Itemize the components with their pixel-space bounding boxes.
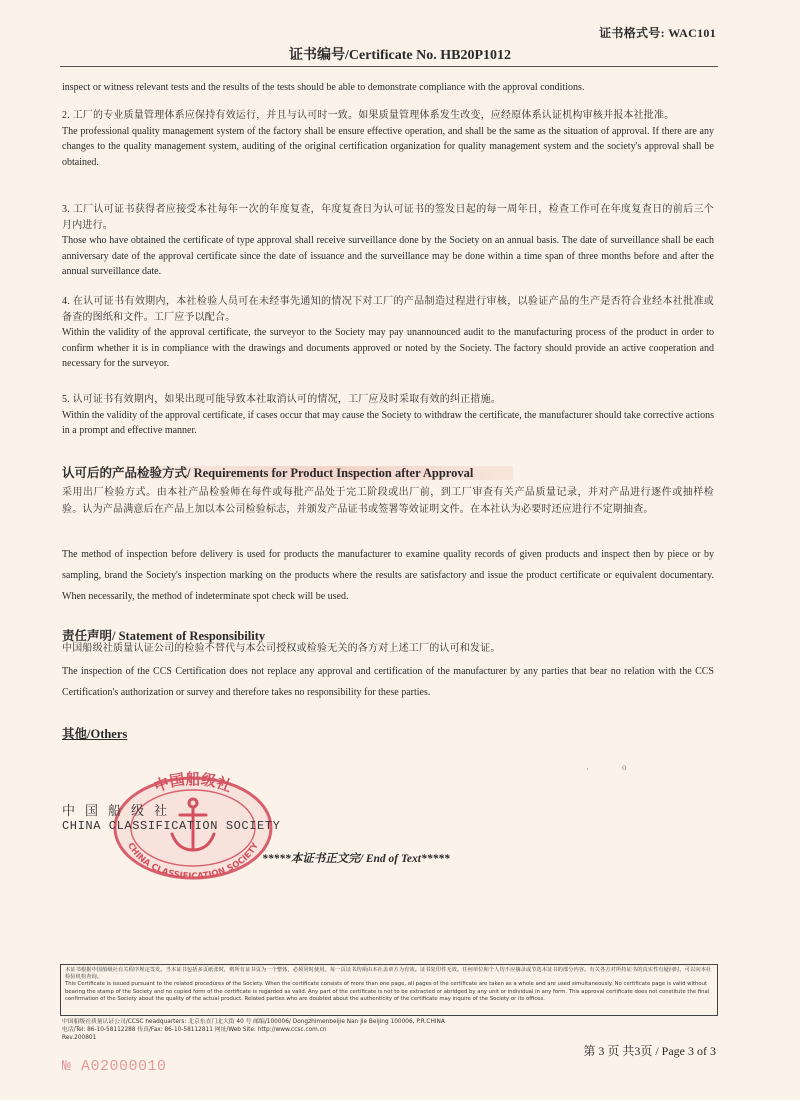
- footer-revision: Rev.200801: [62, 1035, 97, 1041]
- page-number: 第 3 页 共3页 / Page 3 of 3: [583, 1044, 716, 1058]
- certificate-format-code: 证书格式号: WAC101: [599, 26, 716, 40]
- responsibility-zh-block: [62, 641, 714, 657]
- stray-mark-1: ·: [586, 764, 589, 774]
- condition-4: [62, 294, 714, 372]
- society-name-en: CHINA CLASSIFICATION SOCIETY: [62, 819, 281, 833]
- footer-notice-en: This Certificate is issued pursuant to the related procedures of the Society. When the certificate consists of more than one page, all pages of the certificate are taken as a whole and are used simultaneously. No certificate page is valid without bearing the stamp of the Society and no copied form of the certificate is regarded as valid. Any part of the certificate is not to be extracted or abridged by any unit or individual in any form. This approval certificate does not constitute the final confirmation of the Society about the quality of the actual product. Related parties who are doubted about the authenticity of the certificate may inquire of the Society or its offices.: [65, 981, 710, 1002]
- condition-5: [62, 392, 714, 439]
- responsibility-en-block: [62, 661, 714, 703]
- inspection-title-text: 认可后的产品检验方式/ Requirements for Product Inspection after Approval: [62, 466, 513, 480]
- condition-4-zh: 4. 在认可证书有效期内，本社检验人员可在未经事先通知的情况下对工厂的产品制造过程进行审核，以验证产品的生产是否符合业经本社批准或备查的图纸和文件。工厂应予以配合。: [62, 296, 714, 323]
- footer-info: [62, 1018, 714, 1042]
- seal-text-en: CHINA CLASSIFICATION SOCIETY: [125, 841, 261, 880]
- end-of-text: *****本证书正文完/ End of Text*****: [262, 853, 450, 865]
- header-divider: [60, 66, 718, 67]
- footer-notice-zh: 本证书根据中国船级社有关程序规定签发。当本证书包括多页纸张时，则所有证书页为一个整体，必须同时使用。每一页证书均须由本社盖章方为有效。证书复印件无效。任何单位和个人均不应摘录或节选本证书的部分内容。有关各方对所持证书的真实性有疑问时，可以向本社检验机构查询。: [65, 967, 712, 981]
- footer-notice-box: [60, 964, 718, 1016]
- responsibility-title-text: 责任声明/ Statement of Responsibility: [62, 629, 266, 643]
- condition-3-en: Those who have obtained the certificate of type approval shall receive surveillance done by the Society on an annual basis. The date of surveillance shall be each anniversary date of the approval certificate since the date of issuance and the surveillance may be done within a time span of three months before and after the annual surveillance date.: [62, 235, 714, 277]
- certificate-number: 证书编号/Certificate No. HB20P1012: [288, 48, 511, 63]
- condition-2-zh: 2. 工厂的专业质量管理体系应保持有效运行，并且与认可时一致。如果质量管理体系发生改变，应经原体系认证机构审核并报本社批准。: [62, 110, 675, 121]
- others-section-title: [62, 724, 127, 742]
- footer-address: 中国船级社质量认证公司/CCSC headquarters: 北京东直门北大街 40 号 邮编/100006/ Dongzhimenbeijie Nan Jie Beijing 100006, P.R.CHINA: [62, 1019, 445, 1025]
- responsibility-en: The inspection of the CCS Certification does not replace any approval and certification of the manufacturer by any parties that bear no relation with the CCS Certification's authorization or survey and therefore takes no responsibility for these parties.: [62, 666, 714, 698]
- inspection-en: The method of inspection before delivery is used for products the manufacturer to examine quality records of given products and inspect then by piece or by sampling, brand the Society's inspection marking on the products where the results are satisfactory and issue the product certificate or equivalent documentary. When necessarily, the method of indeterminate spot check will be used.: [62, 549, 714, 602]
- intro-continued: [62, 80, 714, 96]
- condition-3-zh: 3. 工厂认可证书获得者应接受本社每年一次的年度复查，年度复查日为认可证书的签发日起的每一周年日，检查工作可在年度复查日的前后三个月内进行。: [62, 204, 714, 231]
- condition-2-en: The professional quality management system of the factory shall be ensure effective operation, and shall be the same as the situation of approval. If there are any changes to the quality management system, auditing of the original certification organization for quality management system and the society's approval shall be obtained.: [62, 125, 714, 168]
- condition-3: [62, 202, 714, 280]
- stray-mark-2: o: [622, 762, 627, 772]
- footer-contact: 电话/Tel: 86-10-58112288 传真/Fax: 86-10-58112811 网址/Web Site: http://www.ccsc.com.cn: [62, 1027, 327, 1033]
- serial-number: № A02000010: [62, 1058, 167, 1075]
- seal-text-zh: 中国船级社: [151, 770, 235, 796]
- inspection-section-title: [62, 463, 513, 481]
- inspection-zh-block: [62, 484, 714, 518]
- condition-5-zh: 5. 认可证书有效期内，如果出现可能导致本社取消认可的情况，工厂应及时采取有效的纠正措施。: [62, 394, 501, 405]
- society-name-zh: 中国船级社: [62, 804, 178, 819]
- others-title-text: 其他/Others: [62, 727, 128, 741]
- condition-2: [62, 108, 714, 170]
- inspection-en-block: [62, 544, 714, 607]
- intro-continued-text: inspect or witness relevant tests and the results of the tests should be able to demonstrate compliance with the approval conditions.: [62, 82, 585, 93]
- inspection-zh: 采用出厂检验方式。由本社产品检验师在每件或每批产品处于完工阶段或出厂前，到工厂审查有关产品质量记录，并对产品进行逐件或抽样检验。认为产品满意后在产品上加以本公司检验标志，并颁发产品证书或签署等效证明文件。在本社认为必要时还应进行不定期抽查。: [62, 487, 714, 515]
- condition-4-en: Within the validity of the approval certificate, the surveyor to the Society may pay unannounced audit to the manufacturing process of the product in order to confirm whether it is in compliance with the drawings and documents approved or noted by the Society. The factory should provide an active cooperation and necessary for the surveyor.: [62, 327, 714, 369]
- responsibility-zh: 中国船级社质量认证公司的检验不替代与本公司授权或检验无关的各方对上述工厂的认可和发证。: [62, 643, 501, 654]
- condition-5-en: Within the validity of the approval certificate, if cases occur that may cause the Society to withdraw the certificate, the manufacturer should take corrective actions in a prompt and effective manner.: [62, 409, 714, 436]
